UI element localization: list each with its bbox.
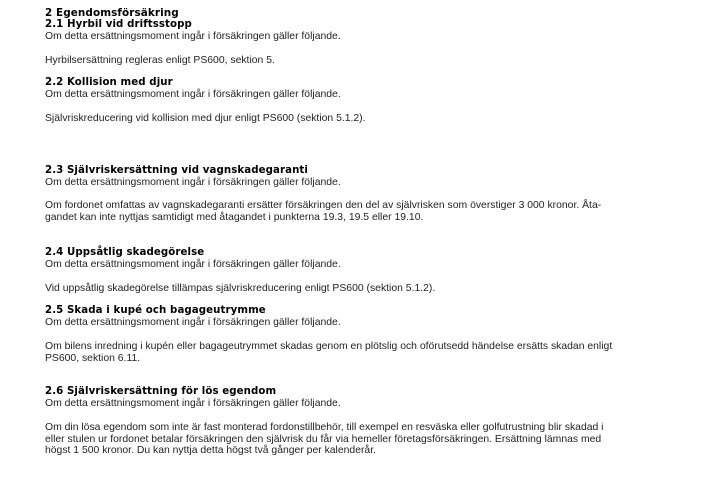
section-heading: 2.6 Självriskersättning för lös egendom bbox=[45, 386, 277, 397]
section-body-line: PS600, sektion 6.11. bbox=[45, 353, 141, 364]
section-body-line: Om fordonet omfattas av vagnskadegaranti ersätter försäkringen den del av självrisken som överstiger 3 000 kronor. Åta- bbox=[45, 200, 602, 211]
section-intro: Om detta ersättningsmoment ingår i försäkringen gäller följande. bbox=[45, 31, 341, 42]
section-body-line: Om bilens inredning i kupén eller bagageutrymmet skadas genom en plötslig och oförutsedd händelse ersätts skadan enligt bbox=[45, 341, 613, 352]
section-intro: Om detta ersättningsmoment ingår i försäkringen gäller följande. bbox=[45, 89, 341, 100]
section-body-line: gandet kan inte nyttjas samtidigt med åtagandet i punkterna 19.3, 19.5 eller 19.10. bbox=[45, 212, 424, 223]
section-intro: Om detta ersättningsmoment ingår i försäkringen gäller följande. bbox=[45, 317, 341, 328]
section-body-line: Om din lösa egendom som inte är fast monterad fordonstillbehör, till exempel en resväska eller golfutrustning blir skadad i bbox=[45, 422, 604, 433]
section-intro: Om detta ersättningsmoment ingår i försäkringen gäller följande. bbox=[45, 177, 341, 188]
section-heading: 2.4 Uppsåtlig skadegörelse bbox=[45, 247, 205, 258]
section-intro: Om detta ersättningsmoment ingår i försäkringen gäller följande. bbox=[45, 398, 341, 409]
section-heading: 2.2 Kollision med djur bbox=[45, 77, 173, 88]
chapter-title: 2 Egendomsförsäkring bbox=[45, 7, 179, 19]
section-body-line: Självriskreducering vid kollision med djur enligt PS600 (sektion 5.1.2). bbox=[45, 113, 366, 124]
section-intro: Om detta ersättningsmoment ingår i försäkringen gäller följande. bbox=[45, 259, 341, 270]
section-heading: 2.1 Hyrbil vid driftsstopp bbox=[45, 19, 192, 30]
section-body-line: Vid uppsåtlig skadegörelse tillämpas självriskreducering enligt PS600 (sektion 5.1.2). bbox=[45, 283, 436, 294]
section-body-line: Hyrbilsersättning regleras enligt PS600, sektion 5. bbox=[45, 55, 275, 66]
section-body-line: eller stulen ur fordonet betalar försäkringen den självrisk du får via hemeller företagsförsäkringen. Ersättning lämnas med bbox=[45, 434, 602, 445]
section-heading: 2.3 Självriskersättning vid vagnskadegaranti bbox=[45, 165, 308, 176]
section-heading: 2.5 Skada i kupé och bagageutrymme bbox=[45, 305, 266, 316]
section-body-line: högst 1 500 kronor. Du kan nyttja detta högst två gånger per kalenderår. bbox=[45, 445, 376, 456]
